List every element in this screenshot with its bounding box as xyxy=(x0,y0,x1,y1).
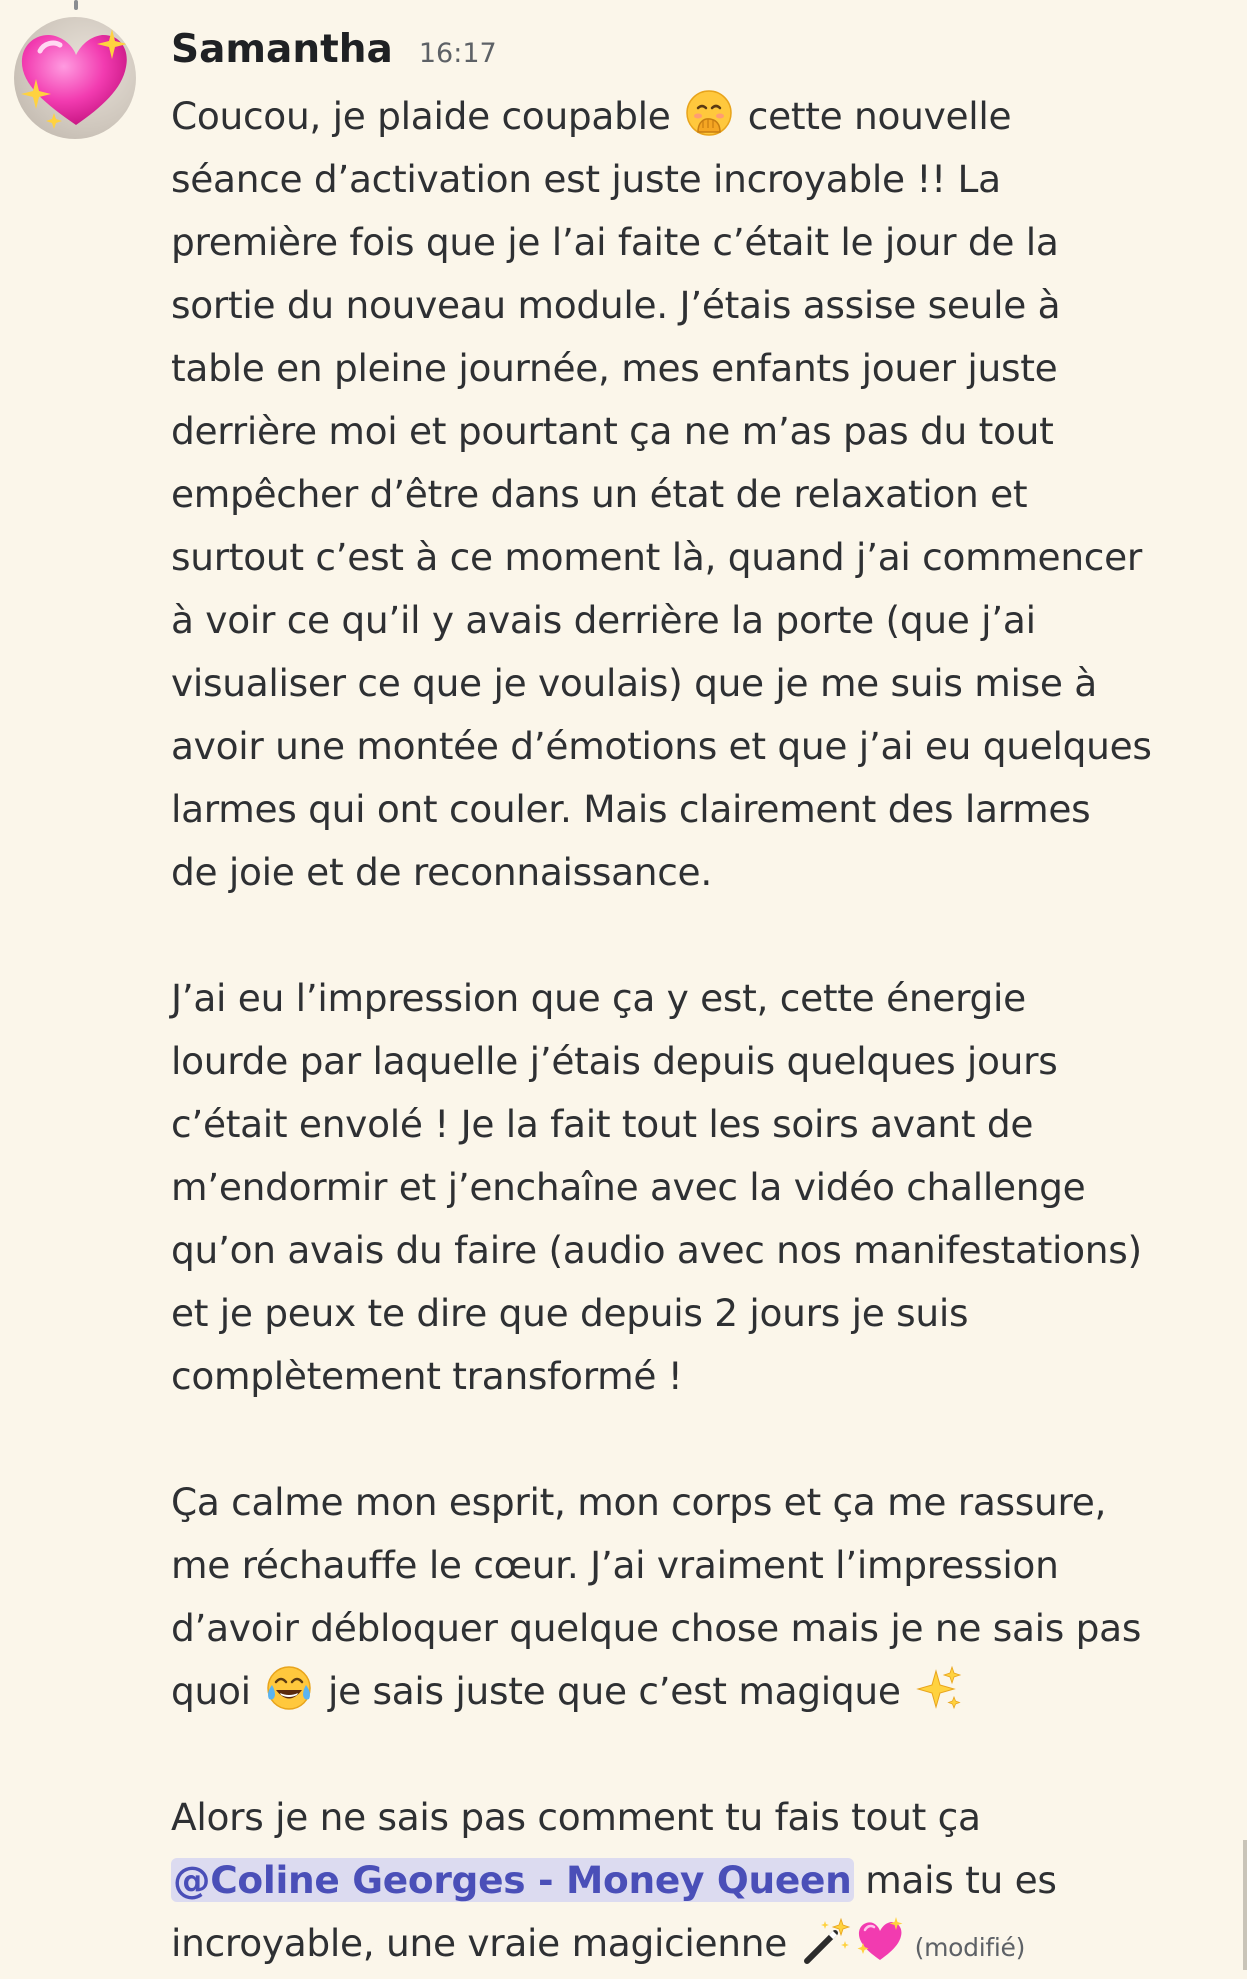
message-line: c’était envolé ! Je la fait tout les soirs avant de xyxy=(171,1102,1034,1146)
message-line: à voir ce qu’il y avais derrière la porte (que j’ai xyxy=(171,598,1036,642)
paragraph-break xyxy=(171,1408,1231,1471)
message-line: première fois que je l’ai faite c’était le jour de la xyxy=(171,220,1059,264)
message-line: @Coline Georges - Money Queen mais tu es xyxy=(173,1858,1057,1902)
message-line: lourde par laquelle j’étais depuis quelques jours xyxy=(171,1039,1058,1083)
message-timestamp: 16:17 xyxy=(418,38,497,69)
message-line: visualiser ce que je voulais) que je me suis mise à xyxy=(171,661,1097,705)
message-line: J’ai eu l’impression que ça y est, cette énergie xyxy=(171,976,1026,1020)
message-line: quoi je sais juste que c’est magique xyxy=(171,1660,1231,1723)
message-line: derrière moi et pourtant ça ne m’as pas du tout xyxy=(171,409,1054,453)
user-mention[interactable]: @Coline Georges - Money Queen xyxy=(173,1858,852,1902)
paragraph-break xyxy=(171,1723,1231,1786)
message-line: d’avoir débloquer quelque chose mais je ne sais pas xyxy=(171,1606,1142,1650)
message-line: avoir une montée d’émotions et que j’ai eu quelques xyxy=(171,724,1152,768)
message-line: larmes qui ont couler. Mais clairement des larmes xyxy=(171,787,1091,831)
author-name[interactable]: Samantha xyxy=(171,27,393,72)
message-line: Ça calme mon esprit, mon corps et ça me rassure, xyxy=(171,1480,1107,1524)
message-line: qu’on avais du faire (audio avec nos manifestations) xyxy=(171,1228,1142,1272)
message-line: sortie du nouveau module. J’étais assise seule à xyxy=(171,283,1061,327)
message-line: incroyable, une vraie magicienne (modifié) xyxy=(171,1912,1231,1975)
sparkling-heart-icon xyxy=(14,17,136,139)
sparkles-emoji-icon xyxy=(914,1663,964,1713)
scrollbar[interactable] xyxy=(1243,1840,1247,1970)
avatar[interactable] xyxy=(14,17,136,139)
message-line: surtout c’est à ce moment là, quand j’ai commencer xyxy=(171,535,1143,579)
hand-over-mouth-emoji-icon xyxy=(684,88,734,138)
message-line: m’endormir et j’enchaîne avec la vidéo challenge xyxy=(171,1165,1086,1209)
message-header xyxy=(171,20,497,80)
message-line: de joie et de reconnaissance. xyxy=(171,850,712,894)
thread-connector xyxy=(74,0,78,10)
edited-label: (modifié) xyxy=(914,1933,1026,1962)
message-line: me réchauffe le cœur. J’ai vraiment l’impression xyxy=(171,1543,1059,1587)
sparkling-heart-emoji-icon xyxy=(855,1915,905,1965)
message-line: Alors je ne sais pas comment tu fais tout ça xyxy=(171,1795,981,1839)
message-line: séance d’activation est juste incroyable !! La xyxy=(171,157,1001,201)
message-line: empêcher d’être dans un état de relaxation et xyxy=(171,472,1028,516)
message-body xyxy=(171,85,1231,1975)
message-line: et je peux te dire que depuis 2 jours je suis xyxy=(171,1291,969,1335)
message-line: Coucou, je plaide coupable cette nouvelle xyxy=(171,85,1231,148)
magic-wand-emoji-icon xyxy=(801,1915,851,1965)
message-line: complètement transformé ! xyxy=(171,1354,683,1398)
paragraph-break xyxy=(171,904,1231,967)
message-line: table en pleine journée, mes enfants jouer juste xyxy=(171,346,1058,390)
tears-of-joy-emoji-icon xyxy=(264,1663,314,1713)
